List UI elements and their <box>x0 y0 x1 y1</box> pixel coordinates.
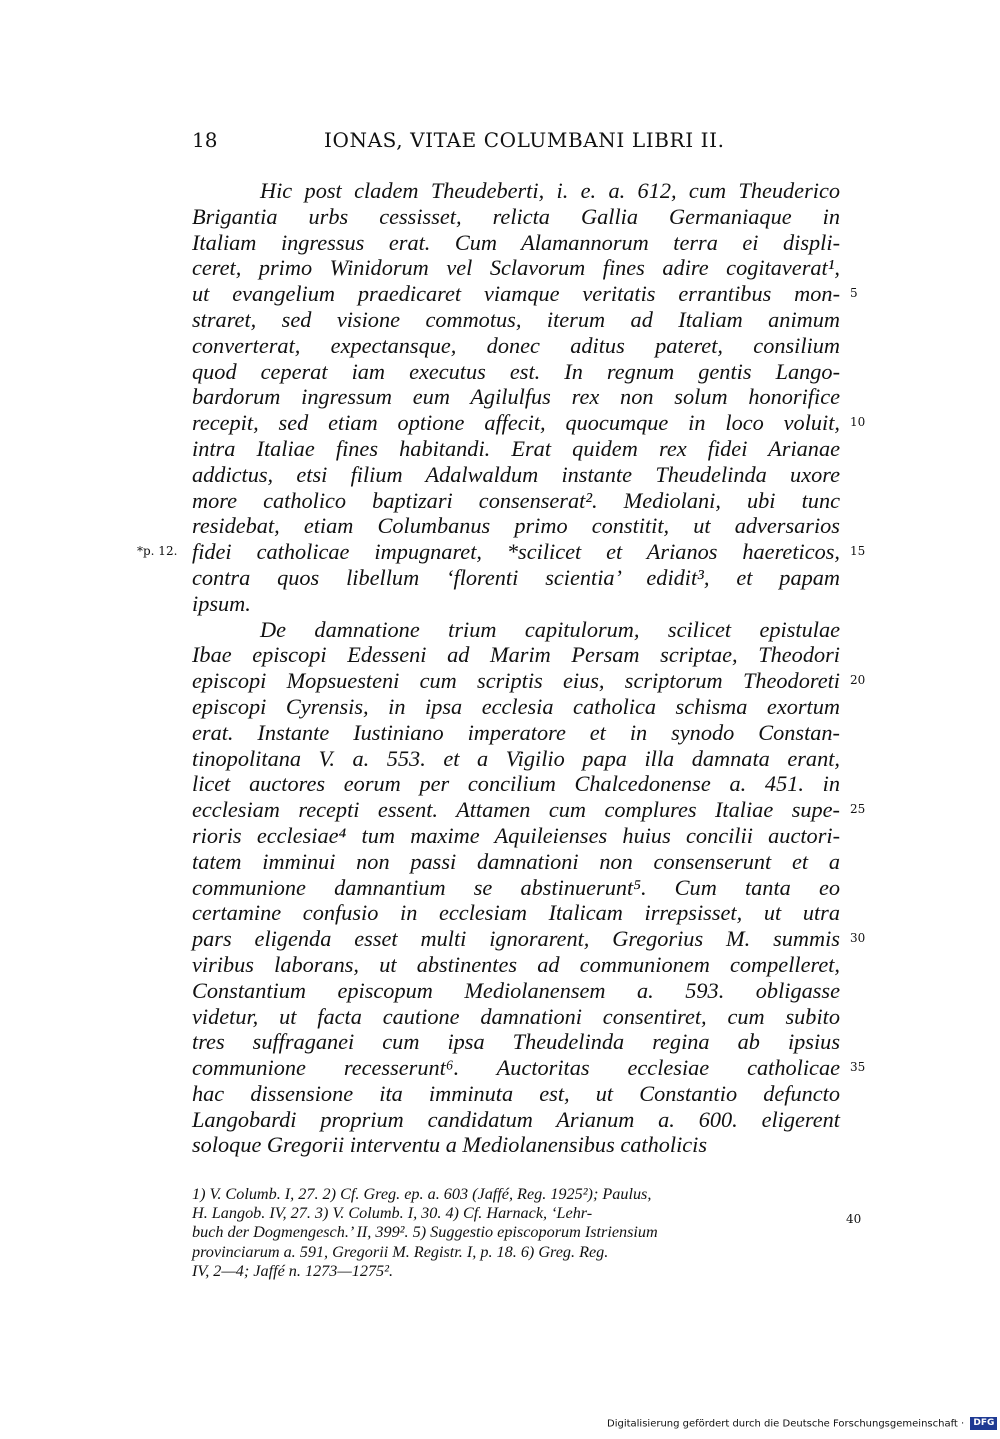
line-number: 35 <box>850 1060 866 1075</box>
page-number: 18 <box>192 128 218 152</box>
text-line-content: episcopi Cyrensis, in ipsa ecclesia catholica schisma exortum <box>192 693 840 719</box>
text-line <box>192 565 840 591</box>
page-header <box>192 128 842 158</box>
text-line-content: erat. Instante Iustiniano imperatore et in synodo Constan- <box>192 719 840 745</box>
credit-text: Digitalisierung gefördert durch die Deutsche Forschungsgemeinschaft · <box>607 1418 965 1430</box>
text-line <box>192 359 840 385</box>
footnote-line <box>192 1243 840 1262</box>
text-line <box>192 436 840 462</box>
text-line-content: residebat, etiam Columbanus primo constitit, ut adversarios <box>192 513 840 539</box>
line-number: 30 <box>850 931 866 946</box>
text-line <box>192 178 840 204</box>
text-line <box>192 771 840 797</box>
text-line-content: tinopolitana V. a. 553. et a Vigilio papa illa damnata erant, <box>192 745 840 771</box>
text-line-content: episcopi Mopsuesteni cum scriptis eius, scriptorum Theodoreti <box>192 668 840 694</box>
text-line <box>192 281 858 307</box>
line-number: 40 <box>846 1212 862 1227</box>
footnote-line <box>192 1262 840 1281</box>
text-line <box>192 204 840 230</box>
text-line <box>192 1081 840 1107</box>
text-line <box>137 539 866 565</box>
text-line <box>192 1004 840 1030</box>
text-line-content: soloque Gregorii interventu a Mediolanensibus catholicis <box>192 1132 708 1158</box>
running-title: IONAS, VITAE COLUMBANI LIBRI II. <box>324 128 725 152</box>
text-line <box>192 875 840 901</box>
text-line-content: Langobardi proprium candidatum Arianum a. 600. eligerent <box>192 1106 840 1132</box>
footnotes <box>192 1185 862 1281</box>
dfg-logo: DFG <box>970 1417 997 1430</box>
footnote-line <box>192 1223 840 1242</box>
text-line-content: Hic post cladem Theudeberti, i. e. a. 612, cum Theuderico <box>260 178 840 203</box>
text-line <box>192 694 840 720</box>
text-line-content: hac dissensione ita imminuta est, ut Constantio defuncto <box>192 1080 840 1106</box>
text-line <box>192 591 840 617</box>
footnote-line-content: IV, 2—4; Jaffé n. 1273—1275². <box>192 1261 394 1280</box>
line-number: 5 <box>850 286 858 301</box>
text-line <box>192 488 840 514</box>
text-line-content: more catholico baptizari consenserat². Mediolani, ubi tunc <box>192 487 840 513</box>
text-line <box>192 978 840 1004</box>
text-line-content: contra quos libellum ‘florenti scientia’ edidit³, et papam <box>192 564 840 590</box>
text-line-content: converterat, expectansque, donec aditus pateret, consilium <box>192 332 840 358</box>
text-line-content: communione recesserunt⁶. Auctoritas ecclesiae catholicae <box>192 1055 840 1081</box>
line-number: 15 <box>850 544 866 559</box>
text-line <box>192 746 840 772</box>
text-line-content: De damnatione trium capitulorum, scilicet epistulae <box>260 616 840 642</box>
footnote-line-content: H. Langob. IV, 27. 3) V. Columb. I, 30. 4) Cf. Harnack, ‘Lehr- <box>192 1204 593 1223</box>
footnote-line-content: buch der Dogmengesch.’ II, 399². 5) Suggestio episcoporum Istriensium <box>192 1223 658 1242</box>
text-line-content: Ibae episcopi Edesseni ad Marim Persam scriptae, Theodori <box>192 642 840 668</box>
footnote-line <box>192 1185 840 1204</box>
text-line <box>192 1107 840 1133</box>
text-line <box>192 384 840 410</box>
text-line-content: pars eligenda esset multi ignorarent, Gregorius M. summis <box>192 926 840 952</box>
margin-page-reference: *p. 12. <box>137 544 178 559</box>
text-line <box>192 1029 840 1055</box>
text-line <box>192 926 866 952</box>
text-line <box>192 849 840 875</box>
text-line <box>192 720 840 746</box>
text-line-content: ceret, primo Winidorum vel Sclavorum fines adire cogitaverat¹, <box>192 255 840 281</box>
text-line <box>192 1055 866 1081</box>
text-line <box>192 797 866 823</box>
digitization-credit <box>607 1417 997 1430</box>
text-line-content: recepit, sed etiam optione affecit, quocumque in loco voluit, <box>192 410 840 436</box>
text-line-content: certamine confusio in ecclesiam Italicam irrepsisset, ut utra <box>192 900 840 926</box>
text-line <box>192 230 840 256</box>
text-line-content: tres suffraganei cum ipsa Theudelinda regina ab ipsius <box>192 1029 840 1055</box>
text-line <box>192 642 840 668</box>
text-line <box>192 333 840 359</box>
text-line <box>192 900 840 926</box>
footnote-line-content: provinciarum a. 591, Gregorii M. Registr. I, p. 18. 6) Greg. Reg. <box>192 1242 609 1261</box>
text-line <box>192 410 866 436</box>
text-line-content: tatem imminui non passi damnationi non consenserunt et a <box>192 848 840 874</box>
text-line-content: ut evangelium praedicaret viamque veritatis errantibus mon- <box>192 281 840 307</box>
text-line-content: licet auctores eorum per concilium Chalcedonense a. 451. in <box>192 771 840 797</box>
text-line <box>192 255 840 281</box>
text-line <box>192 617 840 643</box>
text-line-content: rioris ecclesiae⁴ tum maxime Aquileienses huius concilii auctori- <box>192 822 840 848</box>
line-number: 25 <box>850 802 866 817</box>
text-line-content: intra Italiae fines habitandi. Erat quidem rex fidei Arianae <box>192 435 840 461</box>
text-line-content: Brigantia urbs cessisset, relicta Gallia Germaniaque in <box>192 203 840 229</box>
text-line <box>192 513 840 539</box>
text-line <box>192 823 840 849</box>
text-line-content: bardorum ingressum eum Agilulfus rex non solum honorifice <box>192 384 840 410</box>
text-line-content: Italiam ingressus erat. Cum Alamannorum terra ei displi- <box>192 229 840 255</box>
text-line-content: fidei catholicae impugnaret, *scilicet et Arianos haereticos, <box>192 539 840 565</box>
text-line-content: ipsum. <box>192 590 251 616</box>
text-line <box>192 1132 840 1158</box>
text-line-content: viribus laborans, ut abstinentes ad communionem compelleret, <box>192 951 840 977</box>
footnote-line-content: 1) V. Columb. I, 27. 2) Cf. Greg. ep. a. 603 (Jaffé, Reg. 1925²); Paulus, <box>192 1185 652 1203</box>
body-text <box>137 178 866 1158</box>
line-number: 10 <box>850 415 866 430</box>
text-line-content: addictus, etsi filium Adalwaldum instante Theudelinda uxore <box>192 461 840 487</box>
text-line <box>192 462 840 488</box>
line-number: 20 <box>850 673 866 688</box>
text-line-content: quod ceperat iam executus est. In regnum gentis Lango- <box>192 358 840 384</box>
text-line-content: Constantium episcopum Mediolanensem a. 593. obligasse <box>192 977 840 1003</box>
text-line-content: straret, sed visione commotus, iterum ad Italiam animum <box>192 306 840 332</box>
text-line <box>192 952 840 978</box>
footnote-line <box>192 1204 862 1227</box>
text-line-content: communione damnantium se abstinuerunt⁵. Cum tanta eo <box>192 874 840 900</box>
text-line <box>192 307 840 333</box>
text-line-content: ecclesiam recepti essent. Attamen cum complures Italiae supe- <box>192 797 840 823</box>
text-line <box>192 668 866 694</box>
text-line-content: videtur, ut facta cautione damnationi consentiret, cum subito <box>192 1003 840 1029</box>
